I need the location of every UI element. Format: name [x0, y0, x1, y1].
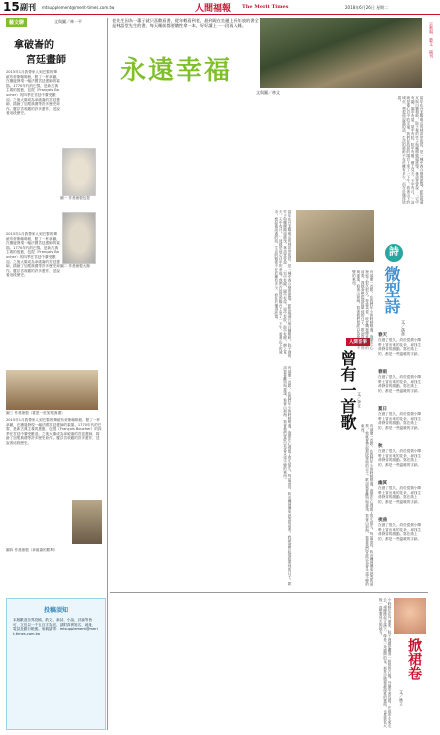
- newspaper-logo-en: The Merit Times: [242, 4, 289, 10]
- poem-section: 春天: [378, 333, 387, 338]
- poem-body: 在潑了很久，終於從微小陣勢上冒出來的花朵，尋找生命發芽的韻動。寫在紙上的，都是一些溫暖的字跡。: [378, 412, 422, 430]
- poem-byline: 文／落蒂: [401, 320, 406, 336]
- newspaper-logo: 人間福報: [195, 4, 232, 14]
- essay-tag: 人間音樂: [346, 338, 370, 346]
- poem-section: 夏日: [378, 407, 387, 412]
- poem-body: 在潑了很久，終於從微小陣勢上冒出來的花朵，尋找生命發芽的韻動。寫在紙上的，都是一些溫暖的字跡。: [378, 486, 422, 504]
- article-title: [14, 36, 66, 66]
- bottom-title: 掀裙卷: [406, 638, 422, 680]
- portrait-david: [62, 212, 96, 264]
- poem-section: 春雨: [378, 370, 387, 375]
- feature-intro: 老先生因為一蕭子就只喜歡看書，從年輕看到老，最到現在坐邊上長年放的書全是林語堂先生的書，每天睡前都要隨性拿一本，好好讀上一一段再入睡。: [112, 18, 259, 29]
- essay-byline: 文／李又: [357, 392, 362, 408]
- poem-body: 在潑了很久，終於從微小陣勢上冒出來的花朵，尋找生命發芽的韻動。寫在紙上的，都是一些溫暖的字跡。: [378, 523, 422, 541]
- title-line-1: 拿破崙的: [14, 40, 54, 51]
- feature-body-2: 當年在台北陽明山的林語堂故居，是一棟中西合璧的建築，藍色琉璃瓦與白牆相映，院子裡的竹子與楓樹隨風搖曳。林語堂曾說：「宅中有園，園中有屋，屋中有院，院中有樹，樹上見天，天中有月。」這就是他心目中的幸福。我們在故居的陽台上坐了一下午，看著山下的城市，想起他說過的話，生活的藝術不在於擁有多少，而在於懂得欣賞。: [274, 210, 292, 358]
- divider: [110, 592, 428, 593]
- caption-3: 圖三 作者繪製（霍恩一世加冕典禮）: [6, 411, 65, 415]
- side-labels: [428, 22, 438, 58]
- essay-title: 曾有一首歌: [338, 350, 357, 430]
- issue-date: 2018年6月26日 星期二: [345, 5, 389, 10]
- poem-section: 秋: [378, 444, 383, 449]
- painting-victory: [72, 500, 102, 544]
- page-number: 15: [3, 0, 20, 14]
- bottom-body: 小時候住在外婆家，院子裡總是曬著一排排的衣服。外婆穿著長裙，在風中走來走去，裙擺掀起又落下，像是一朵盛開的花。那是記憶裡最溫柔的畫面，也是我長大後一直想要回去的地方。: [379, 598, 392, 728]
- bottom-illustration: [394, 598, 426, 634]
- poem-section: 夜曲: [378, 518, 387, 523]
- feature-photo: [260, 18, 422, 88]
- section-title: 副刊: [20, 3, 36, 12]
- painting-coronation: [6, 370, 98, 410]
- side-label: 副刊: [429, 50, 434, 58]
- title-line-2: 宮廷畫師: [26, 55, 66, 66]
- poem-body: 在潑了很久，終於從微小陣勢上冒出來的花朵，尋找生命發芽的韻動。寫在紙上的，都是一些溫暖的字跡。: [378, 375, 422, 393]
- column-label: 藝文聊: [6, 18, 27, 27]
- caption-1: 圖一 作者繪製包提: [60, 196, 90, 200]
- portrait-boucher: [62, 148, 96, 196]
- column-byline: 文與圖／林一平: [54, 19, 82, 24]
- promo-body: 本版歡迎各界投稿，散文、新詩、小說、評論等皆可，文長以一千五百字為宜，請附真實姓名、地址、電話及銀行帳號。來稿請寄：mtsupplement@merit-times.com.tw: [13, 618, 98, 636]
- feature-title: 永遠幸福: [120, 56, 233, 86]
- poem-sections: [378, 330, 424, 580]
- column-body-2: 2015年1月我帶家人到巴黎的傳統布蒂斯咖啡館，點了一杯拿鐵，在牆邊發現一幅法國宮廷畫師的素描。1770年代的巴黎，是新古典主義的搖籃，包提（François Boucher）的四季在宮廷中廣受歡迎。之後大衛成為拿破崙的宮廷畫師，描繪了加冕典禮等許多歷史鉅作。羅浮宮收藏的許多畫作，述說著這段歷史。: [6, 232, 60, 278]
- poem-body: 在潑了很久，終於從微小陣勢上冒出來的花朵，尋找生命發芽的韻動。寫在紙上的，都是一些溫暖的字跡。: [378, 449, 422, 467]
- poem-badge: 詩: [385, 244, 403, 262]
- essay-body-2: 有那麼一首歌，在我們年少的時候唱過，旋律在心裡留了很久很久。每當黃昏，收音機裡傳來熟悉的前奏，我就會想起那段單純的日子。歌詞寫著離別與重逢，寫著山和海，寫著我們曾經以為會永遠不變的東西。: [352, 270, 374, 350]
- caption-2: 圖二 作者繪製大衛: [60, 264, 90, 268]
- poem-title: 微型詩: [382, 266, 401, 314]
- promo-box: [6, 598, 106, 730]
- poem-section: 幽冥: [378, 481, 387, 486]
- bottom-byline: 文／林立: [399, 690, 404, 706]
- essay-body: 有那麼一首歌，在我們年少的時候唱過，旋律在心裡留了很久很久。每當黃昏，收音機裡傳來熟悉的前奏，我就會想起那段單純的日子。歌詞寫著離別與重逢，寫著山和海，寫著我們曾經以為會永遠不變的東西。: [283, 366, 292, 586]
- essay-body-3: 有那麼一首歌，在我們年少的時候唱過，旋律在心裡留了很久很久。每當黃昏，收音機裡傳來熟悉的前奏，我就會想起那段單純的日子。歌詞寫著離別與重逢，寫著山和海，寫著我們曾經以為會永遠不變的東西。: [361, 424, 374, 586]
- masthead-email: mtsupplement@merit-times.com.tw: [42, 5, 115, 10]
- column-header: [6, 18, 106, 30]
- feature-photo-2: [296, 210, 374, 262]
- column-body-3: 2015年1月我帶家人到巴黎的傳統布蒂斯咖啡館，點了一杯拿鐵，在牆邊發現一幅法國宮廷畫師的素描。1770年代的巴黎，是新古典主義的搖籃，包提（François Boucher）的四季在宮廷中廣受歡迎。之後大衛成為拿破崙的宮廷畫師，描繪了加冕典禮等許多歷史鉅作。羅浮宮收藏的許多畫作，述說著這段歷史。: [6, 418, 102, 445]
- column-body: 2015年1月我帶家人到巴黎的傳統布蒂斯咖啡館，點了一杯拿鐵，在牆邊發現一幅法國宮廷畫師的素描。1770年代的巴黎，是新古典主義的搖籃，包提（François Boucher）的四季在宮廷中廣受歡迎。之後大衛成為拿破崙的宮廷畫師，描繪了加冕典禮等許多歷史鉅作。羅浮宮收藏的許多畫作，述說著這段歷史。: [6, 70, 60, 116]
- promo-title: 投稿須知: [43, 607, 68, 614]
- feature-byline: 文與圖／林文: [256, 90, 280, 95]
- caption-4: 圖四 作者繪製（拿破崙的勝利）: [6, 548, 58, 552]
- side-label: 宗教與: [429, 22, 434, 34]
- side-label: 藝文: [429, 38, 434, 46]
- divider: [107, 18, 108, 730]
- masthead: [0, 0, 440, 15]
- poem-body: 在潑了很久，終於從微小陣勢上冒出來的花朵，尋找生命發芽的韻動。寫在紙上的，都是一些溫暖的字跡。: [378, 338, 422, 356]
- feature-body: 當年在台北陽明山的林語堂故居，是一棟中西合璧的建築，藍色琉璃瓦與白牆相映，院子裡的竹子與楓樹隨風搖曳。林語堂曾說：「宅中有園，園中有屋，屋中有院，院中有樹，樹上見天，天中有月。」這就是他心目中的幸福。我們在故居的陽台上坐了一下午，看著山下的城市，想起他說過的話，生活的藝術不在於擁有多少，而在於懂得欣賞。: [397, 96, 424, 204]
